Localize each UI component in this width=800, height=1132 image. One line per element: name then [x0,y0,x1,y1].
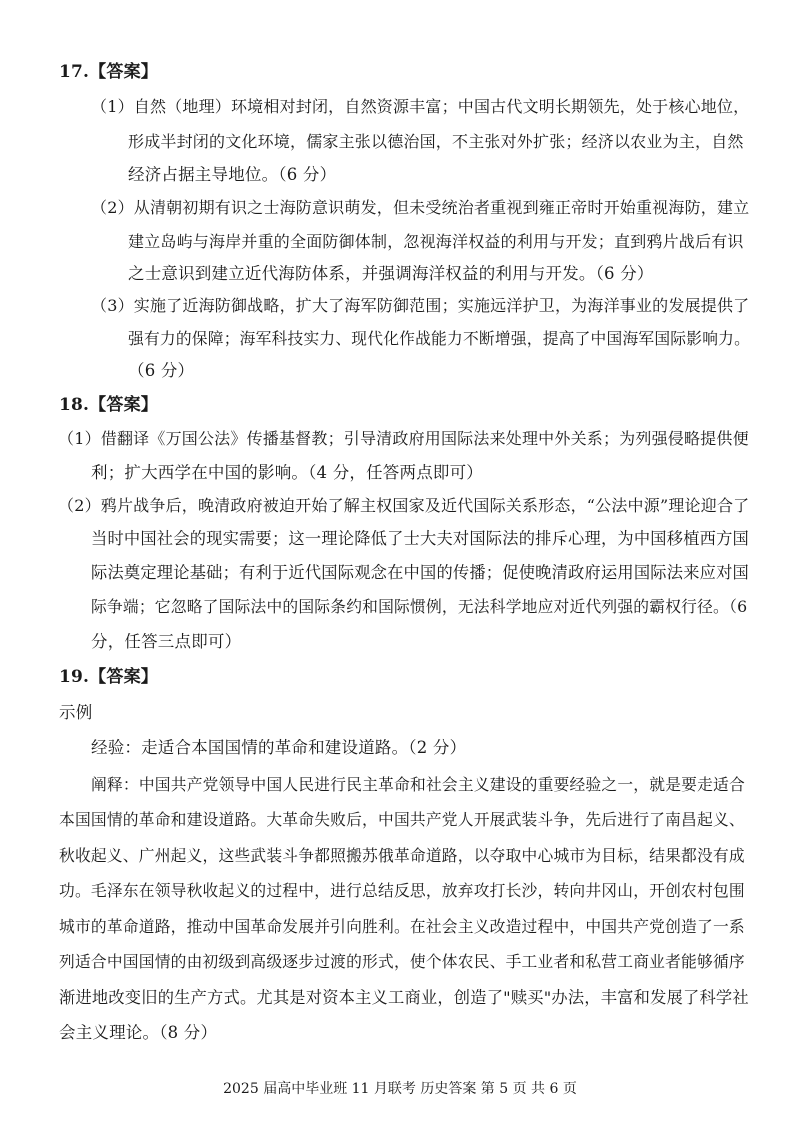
q17-p2-line1: （2）从清朝初期有识之士海防意识萌发，但未受统治者重视到雍正帝时开始重视海防，建立 [91,198,750,217]
q19-explanation-line4: 功。毛泽东在领导秋收起义的过程中，进行总结反思，放弃攻打长沙，转向井冈山，开创农村包围 [59,881,745,900]
q17-p1-line1: （1）自然（地理）环境相对封闭，自然资源丰富；中国古代文明长期领先，处于核心地位， [91,97,750,116]
q19-explanation-line8: 会主义理论。（8 分） [59,1023,218,1042]
q19-explanation-line5: 城市的革命道路，推动中国革命发展并引向胜利。在社会主义改造过程中，中国共产党创造了一系 [59,917,745,936]
q17-p3-line2: 强有力的保障；海军科技实力、现代化作战能力不断增强，提高了中国海军国际影响力。 [128,329,751,348]
q19-explanation-line6: 列适合中国国情的由初级到高级逐步过渡的形式，使个体农民、手工业者和私营工商业者能够循序 [59,952,745,971]
q17-p3-line3: （6 分） [128,361,195,380]
q19-explanation-line7: 渐进地改变旧的生产方式。尤其是对资本主义工商业，创造了"赎买"办法，丰富和发展了科学社 [59,988,749,1007]
page-footer: 2025 届高中毕业班 11 月联考 历史答案 第 5 页 共 6 页 [223,1081,577,1097]
q17-p2-line3: 之士意识到建立近代海防体系，并强调海洋权益的利用与开发。（6 分） [128,264,654,283]
q18-p2-line4: 际争端；它忽略了国际法中的国际条约和国际惯例，无法科学地应对近代列强的霸权行径。（6 [91,597,748,616]
q18-p1-line2: 利；扩大西学在中国的影响。（4 分，任答两点即可） [91,463,483,482]
q17-p1-line3: 经济占据主导地位。（6 分） [128,165,337,184]
q17-p3-line1: （3）实施了近海防御战略，扩大了海军防御范围；实施远洋护卫，为海洋事业的发展提供了 [91,296,750,315]
q18-p1-line1: （1）借翻译《万国公法》传播基督教；引导清政府用国际法来处理中外关系；为列强侵略提供便 [58,429,749,448]
q18-p2-line2: 当时中国社会的现实需要；这一理论降低了士大夫对国际法的排斥心理，为中国移植西方国 [91,529,749,548]
q17-heading: 17.【答案】 [59,62,158,82]
q18-p2-line5: 分，任答三点即可） [91,632,242,651]
q19-experience: 经验：走适合本国国情的革命和建设道路。（2 分） [91,738,467,757]
q19-explanation-line1: 阐释：中国共产党领导中国人民进行民主革命和社会主义建设的重要经验之一，就是要走适合 [91,775,745,794]
q19-explanation-line2: 本国国情的革命和建设道路。大革命失败后，中国共产党人开展武装斗争，先后进行了南昌起义、 [59,810,745,829]
q18-p2-line3: 际法奠定理论基础；有利于近代国际观念在中国的传播；促使晚清政府运用国际法来应对国 [91,563,749,582]
q18-p2-line1: （2）鸦片战争后，晚清政府被迫开始了解主权国家及近代国际关系形态，“公法中源”理论迎合了 [58,496,750,515]
q19-example-label: 示例 [59,703,93,722]
q17-p2-line2: 建立岛屿与海岸并重的全面防御体制，忽视海洋权益的利用与开发；直到鸦片战后有识 [128,232,744,251]
q17-p1-line2: 形成半封闭的文化环境，儒家主张以德治国，不主张对外扩张；经济以农业为主，自然 [128,132,744,151]
q18-heading: 18.【答案】 [59,395,158,415]
q19-explanation-line3: 秋收起义、广州起义，这些武装斗争都照搬苏俄革命道路，以夺取中心城市为目标，结果都没有成 [59,846,745,865]
q19-heading: 19.【答案】 [59,667,158,687]
